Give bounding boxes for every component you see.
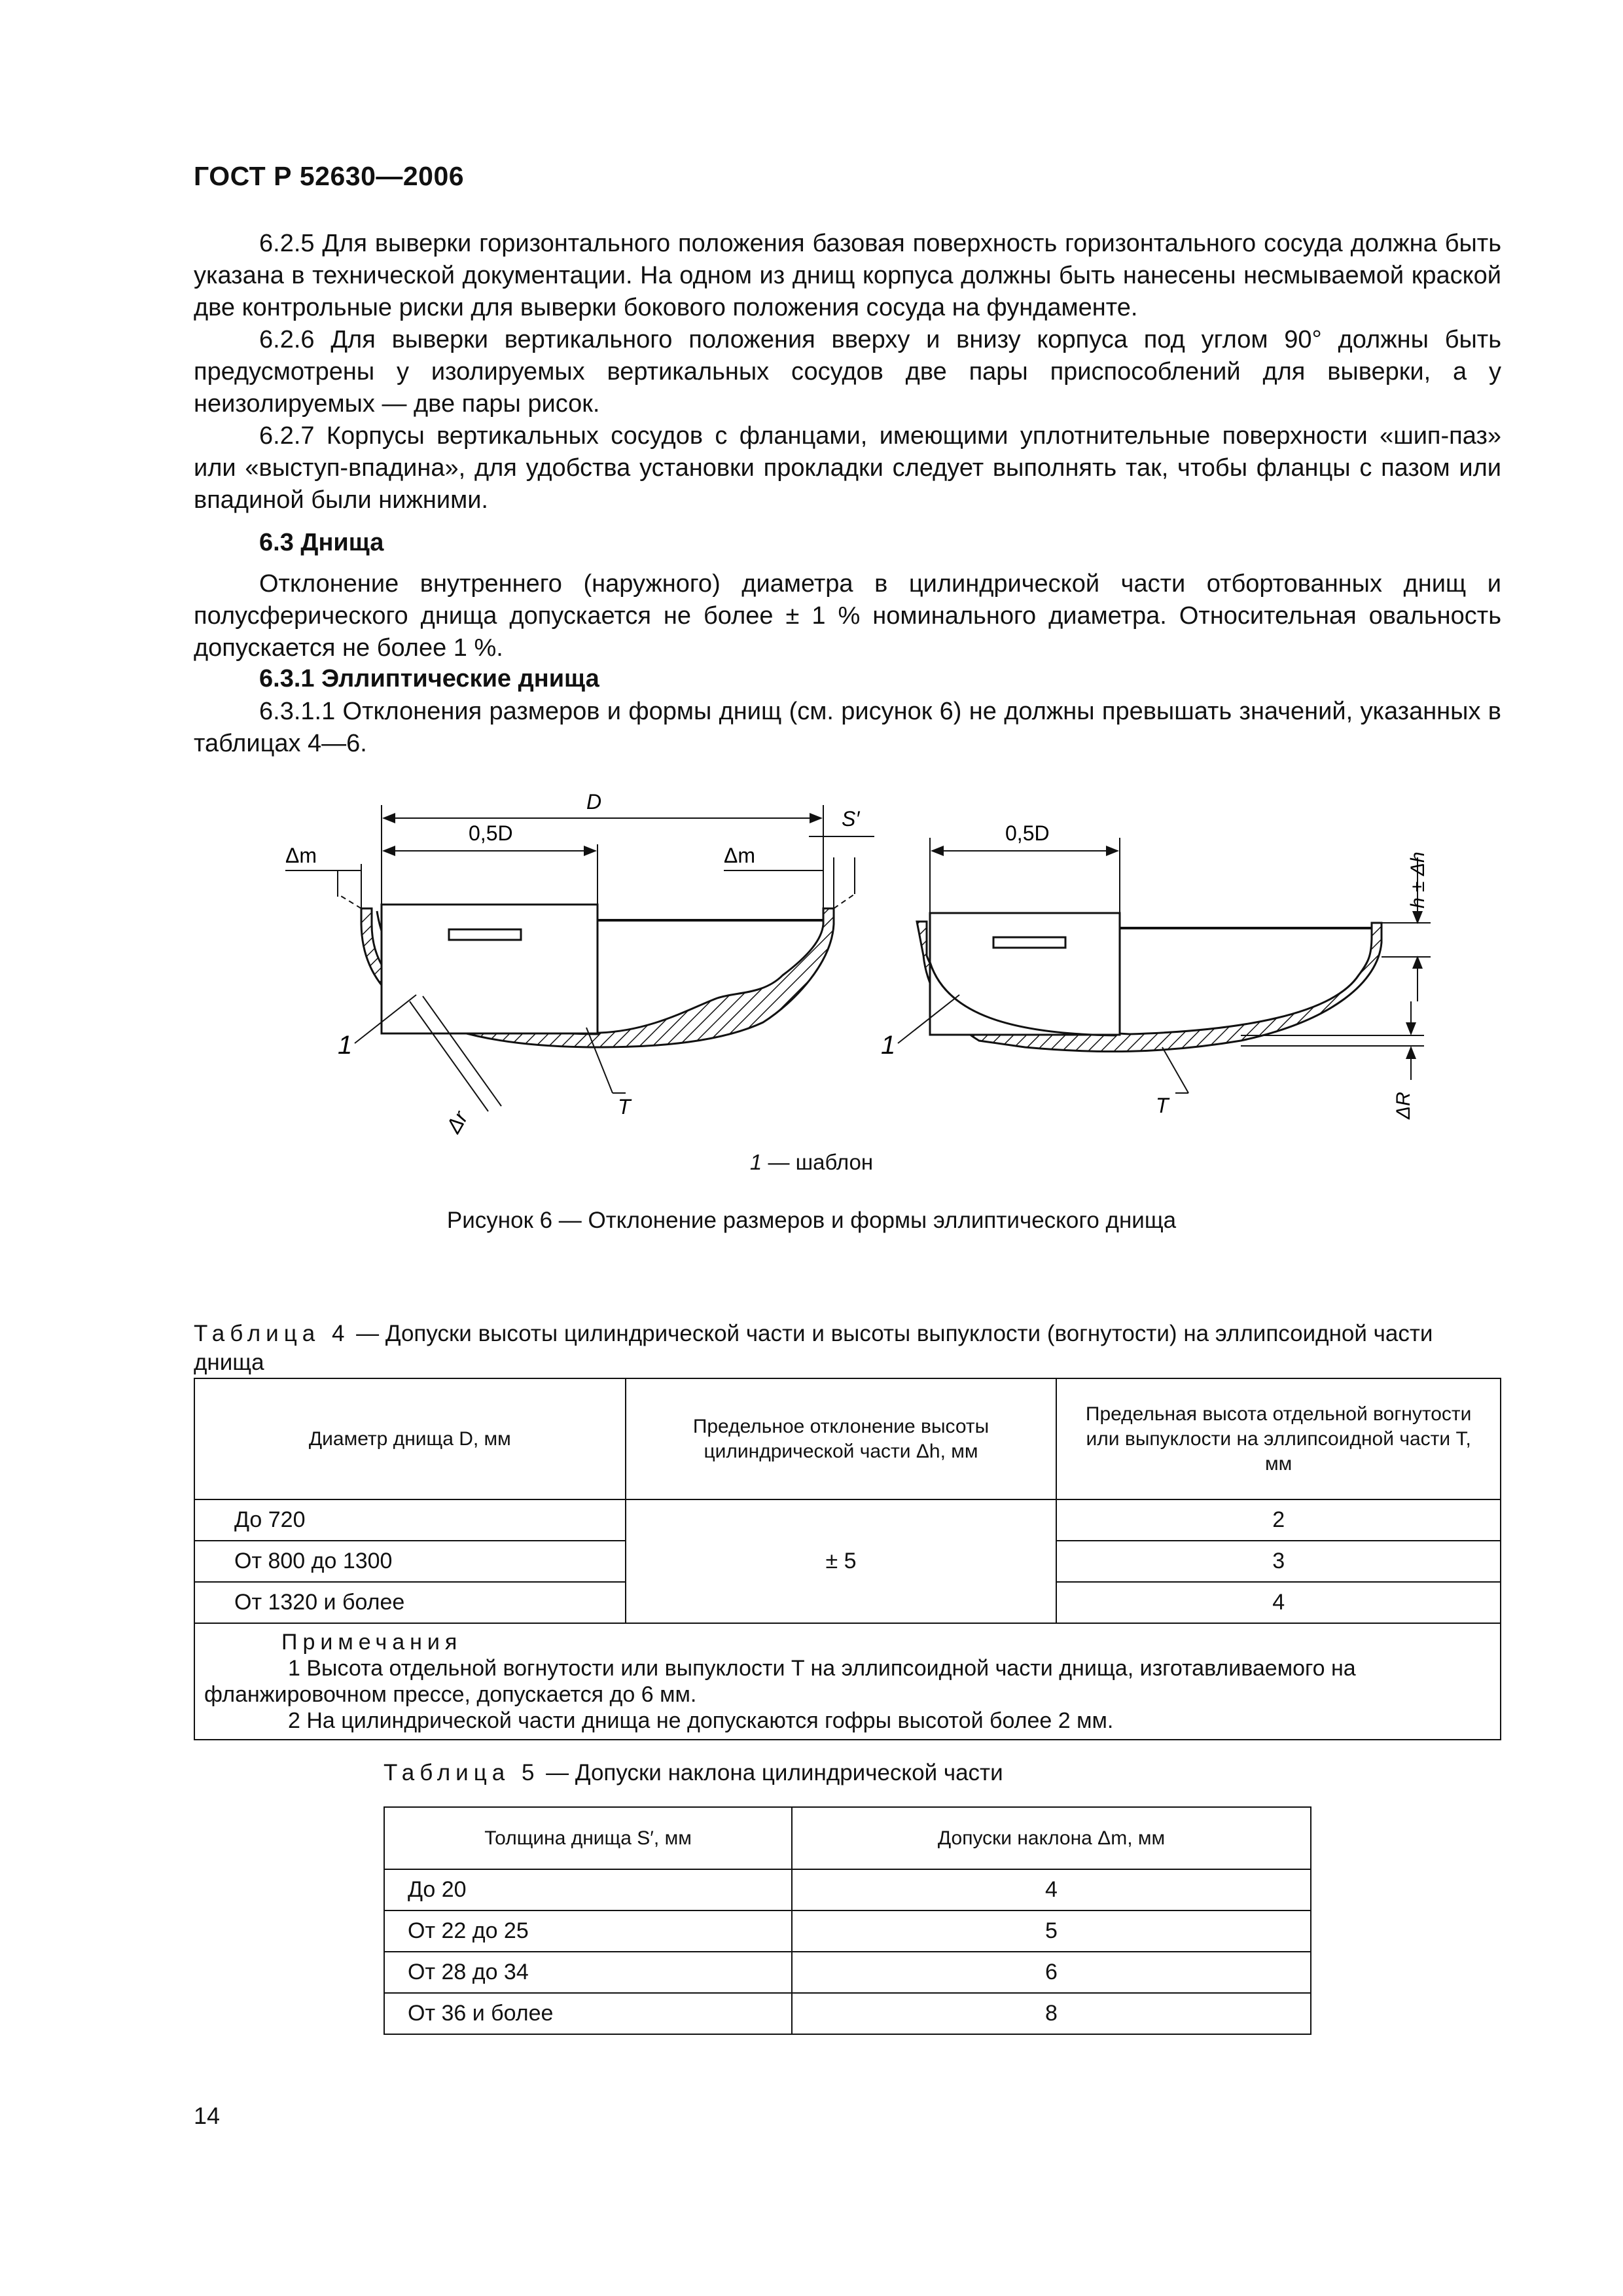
section-6-3-1-text (194, 696, 1501, 760)
table-cell: До 20 (384, 1869, 792, 1910)
label-h-dh: h ± Δh (1407, 852, 1429, 908)
table-4-label: Таблица 4 (194, 1321, 350, 1346)
table-row (384, 1952, 1311, 1993)
paragraph-6-2-5: 6.2.5 Для выверки горизонтального положения базовая поверхность горизонтального сосуда должна быть указана в технической документации. На одном из днищ корпуса должны быть нанесены несмываемой краской две контрольные риски для выверки бокового положения сосуда на фундаменте. (194, 230, 1501, 321)
notes-title: Примечания (281, 1630, 463, 1655)
table-5-caption (383, 1759, 1003, 1787)
table-cell: 8 (792, 1993, 1311, 2034)
label-dm-right: Δm (724, 844, 756, 867)
table-cell: 2 (1056, 1499, 1501, 1541)
label-template-left: 1 (338, 1031, 353, 1060)
table-notes (194, 1623, 1501, 1740)
paragraph-6-3-1-1: 6.3.1.1 Отклонения размеров и формы днищ (см. рисунок 6) не должны превышать значений, указанных в таблицах 4—6. (194, 698, 1501, 757)
table-header-row (194, 1378, 1501, 1499)
note-1-text: 1 Высота отдельной вогнутости или выпуклости T на эллипсоидной части днища, изготавливаемого на фланжировочном прессе, допускается до 6 мм. (204, 1656, 1356, 1707)
left-template-block (382, 905, 597, 1033)
note-1 (204, 1655, 1495, 1708)
table-header: Толщина днища S′, мм (384, 1807, 792, 1869)
legend-text: — шаблон (762, 1150, 874, 1174)
paragraph-6-3: Отклонение внутреннего (наружного) диаметра в цилиндрической части отбортованных днищ и полусферического днища допускается не более ± 1 % номинального диаметра. Относительная овальность допускается не более 1 %. (194, 570, 1501, 662)
table-cell: 5 (792, 1910, 1311, 1952)
table-cell: 3 (1056, 1541, 1501, 1582)
section-6-2-text (194, 228, 1501, 516)
table-cell: От 28 до 34 (384, 1952, 792, 1993)
section-heading-6-3: 6.3 Днища (259, 529, 384, 556)
page-number: 14 (194, 2102, 221, 2129)
figure-caption: Рисунок 6 — Отклонение размеров и формы эллиптического днища (446, 1208, 1177, 1233)
table-row (384, 1869, 1311, 1910)
table-cell: От 22 до 25 (384, 1910, 792, 1952)
label-template-right: 1 (881, 1031, 896, 1060)
table-header: Диаметр днища D, мм (194, 1378, 626, 1499)
table-cell: От 800 до 1300 (194, 1541, 626, 1582)
label-dR: ΔR (1393, 1092, 1414, 1119)
section-6-3-text (194, 568, 1501, 664)
figure-legend (0, 1150, 1623, 1175)
label-half-D-right: 0,5D (1005, 821, 1050, 845)
left-template-slot (449, 929, 521, 940)
label-half-D-left: 0,5D (469, 821, 513, 845)
label-dr: Δr (441, 1107, 473, 1138)
table-cell: До 720 (194, 1499, 626, 1541)
right-template-block (930, 913, 1120, 1035)
label-D-left: D (586, 790, 602, 814)
table-row (384, 1910, 1311, 1952)
table-header: Предельное отклонение высоты цилиндрической части Δh, мм (626, 1378, 1057, 1499)
table-4 (194, 1378, 1501, 1740)
right-head-view (881, 821, 1431, 1120)
table-4-caption (194, 1319, 1501, 1377)
table-5-label: Таблица 5 (383, 1760, 540, 1785)
table-cell: 4 (792, 1869, 1311, 1910)
table-row (384, 1993, 1311, 2034)
table-cell: ± 5 (626, 1499, 1057, 1623)
legend-number: 1 (749, 1150, 762, 1174)
table-header: Допуски наклона Δm, мм (792, 1807, 1311, 1869)
table-header: Предельная высота отдельной вогнутости или выпуклости на эллипсоидной части T, мм (1056, 1378, 1501, 1499)
figure-6-drawing (194, 766, 1501, 1185)
document-header: ГОСТ Р 52630—2006 (194, 161, 465, 191)
table-5-title: — Допуски наклона цилиндрической части (539, 1760, 1003, 1785)
label-S-thickness: S′ (842, 807, 860, 831)
label-T-right: T (1156, 1094, 1169, 1117)
table-cell: От 36 и более (384, 1993, 792, 2034)
paragraph-6-2-6: 6.2.6 Для выверки вертикального положения вверху и внизу корпуса под углом 90° должны быть предусмотрены у изолируемых вертикальных сосудов две пары приспособлений для выверки, а у неизолируемых — две пары рисок. (194, 326, 1501, 418)
label-dm-left: Δm (285, 844, 317, 867)
table-4-title: — Допуски высоты цилиндрической части и высоты выпуклости (вогнутости) на эллипсоидной части днища (194, 1321, 1433, 1375)
label-T-left: T (618, 1095, 631, 1119)
note-2: 2 На цилиндрической части днища не допускаются гофры высотой более 2 мм. (288, 1708, 1114, 1733)
right-template-slot (993, 937, 1065, 948)
paragraph-6-2-7: 6.2.7 Корпусы вертикальных сосудов с фланцами, имеющими уплотнительные поверхности «шип-паз» или «выступ-впадина», для удобства установки прокладки следует выполнять так, чтобы фланцы с пазом или впадиной были нижними. (194, 422, 1501, 514)
table-header-row (384, 1807, 1311, 1869)
table-5 (383, 1806, 1311, 2035)
table-row (194, 1499, 1501, 1541)
table-cell: От 1320 и более (194, 1582, 626, 1623)
table-cell: 4 (1056, 1582, 1501, 1623)
table-notes-row (194, 1623, 1501, 1740)
section-heading-6-3-1: 6.3.1 Эллиптические днища (259, 665, 599, 692)
table-cell: 6 (792, 1952, 1311, 1993)
left-head-view (285, 790, 874, 1138)
